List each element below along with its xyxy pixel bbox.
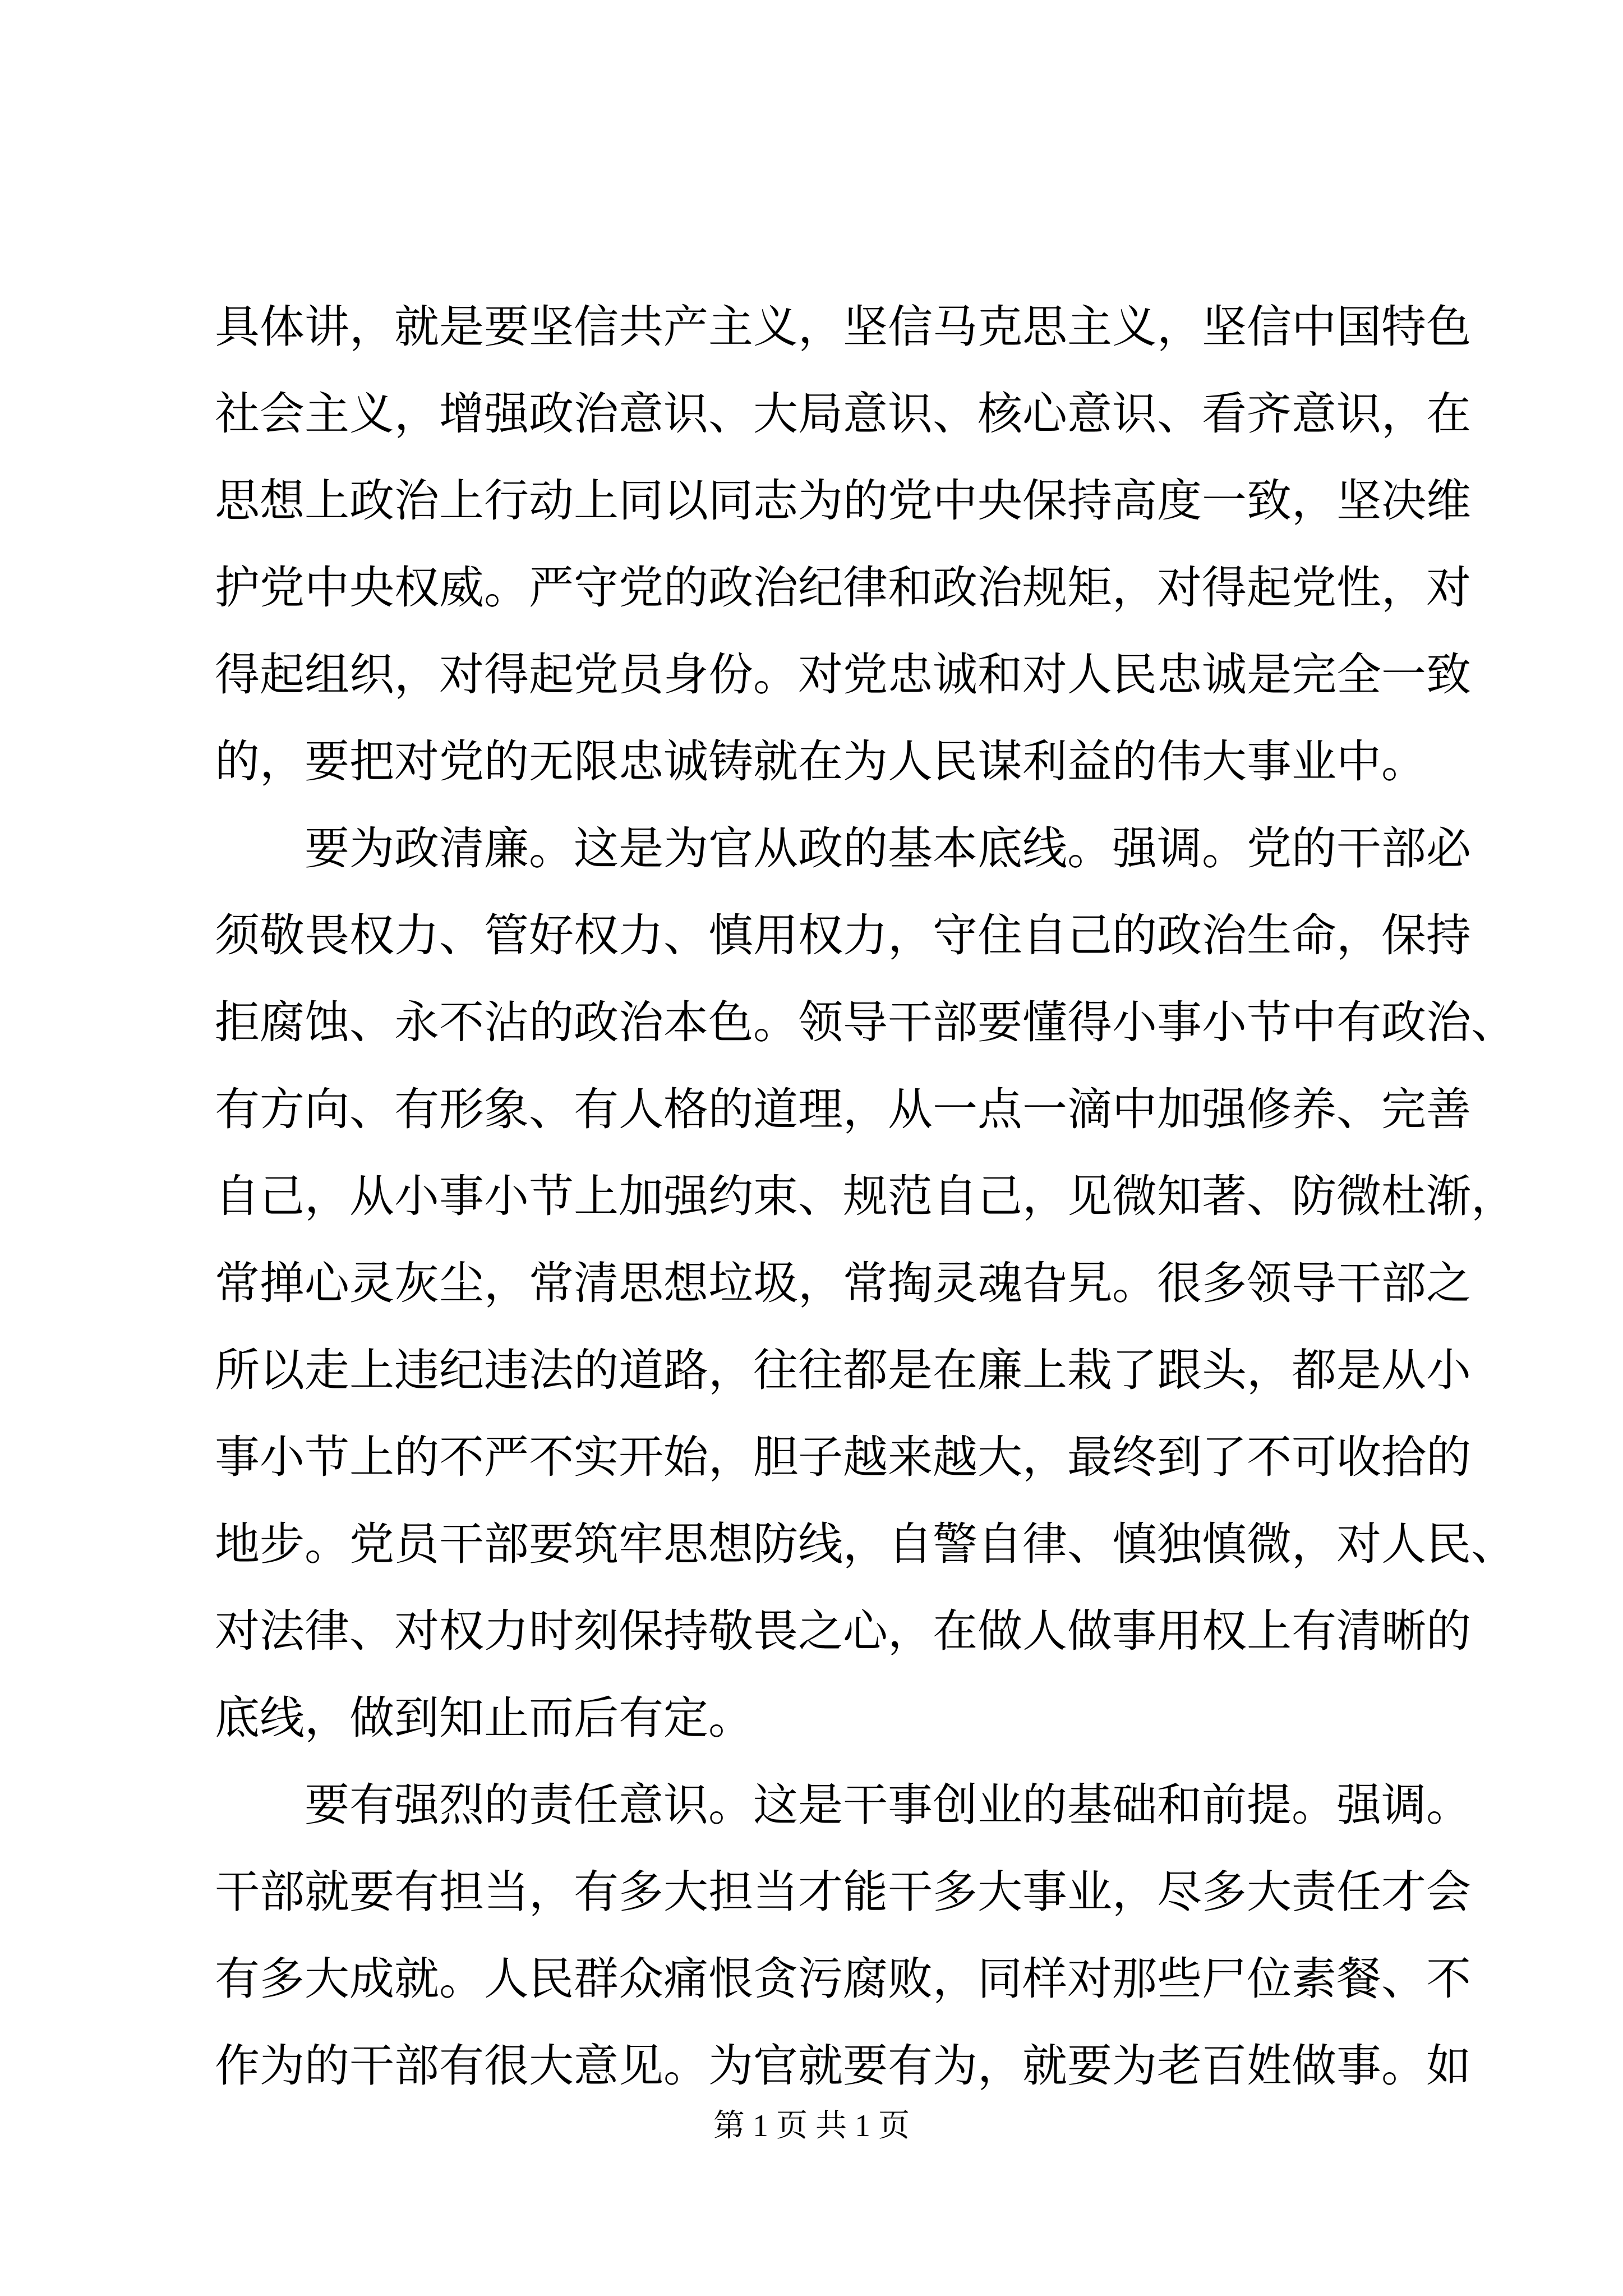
text-line: 社会主义，增强政治意识、大局意识、核心意识、看齐意识，在 [215,388,1471,440]
text-line: 有方向、有形象、有人格的道理，从一点一滴中加强修养、完善 [215,1083,1471,1135]
text-line: 的，要把对党的无限忠诚铸就在为人民谋利益的伟大事业中。 [215,735,1426,788]
text-line: 须敬畏权力、管好权力、慎用权力，守住自己的政治生命，保持 [215,909,1471,961]
paragraph-2 [215,805,1516,1761]
paragraph-3 [215,1761,1471,2109]
text-line: 自己，从小事小节上加强约束、规范自己，见微知著、防微杜渐， [215,1170,1516,1222]
text-line: 得起组织，对得起党员身份。对党忠诚和对人民忠诚是完全一致 [215,648,1471,701]
text-line: 地步。党员干部要筑牢思想防线，自警自律、慎独慎微，对人民、 [215,1518,1516,1570]
paragraph-1 [215,283,1471,805]
text-line: 对法律、对权力时刻保持敬畏之心，在做人做事用权上有清晰的 [215,1605,1471,1657]
text-line: 所以走上违纪违法的道路，往往都是在廉上栽了跟头，都是从小 [215,1344,1471,1396]
page-number-footer: 第 1 页 共 1 页 [713,2109,910,2143]
text-line: 具体讲，就是要坚信共产主义，坚信马克思主义，坚信中国特色 [215,301,1471,353]
text-line: 事小节上的不严不实开始，胆子越来越大，最终到了不可收拾的 [215,1431,1471,1483]
text-line: 有多大成就。人民群众痛恨贪污腐败，同样对那些尸位素餐、不 [215,1953,1471,2005]
document-body [215,283,1516,2109]
text-line: 拒腐蚀、永不沾的政治本色。领导干部要懂得小事小节中有政治、 [215,996,1516,1048]
text-line: 护党中央权威。严守党的政治纪律和政治规矩，对得起党性，对 [215,562,1471,614]
text-line: 要有强烈的责任意识。这是干事创业的基础和前提。强调。 [305,1779,1471,1831]
text-line: 作为的干部有很大意见。为官就要有为，就要为老百姓做事。如 [215,2040,1471,2092]
text-line: 干部就要有担当，有多大担当才能干多大事业，尽多大责任才会 [215,1866,1471,1918]
text-line: 思想上政治上行动上同以同志为的党中央保持高度一致，坚决维 [215,475,1471,527]
text-line: 要为政清廉。这是为官从政的基本底线。强调。党的干部必 [305,822,1471,875]
text-line: 底线，做到知止而后有定。 [215,1692,753,1744]
text-line: 常掸心灵灰尘，常清思想垃圾，常掏灵魂旮旯。很多领导干部之 [215,1257,1471,1309]
